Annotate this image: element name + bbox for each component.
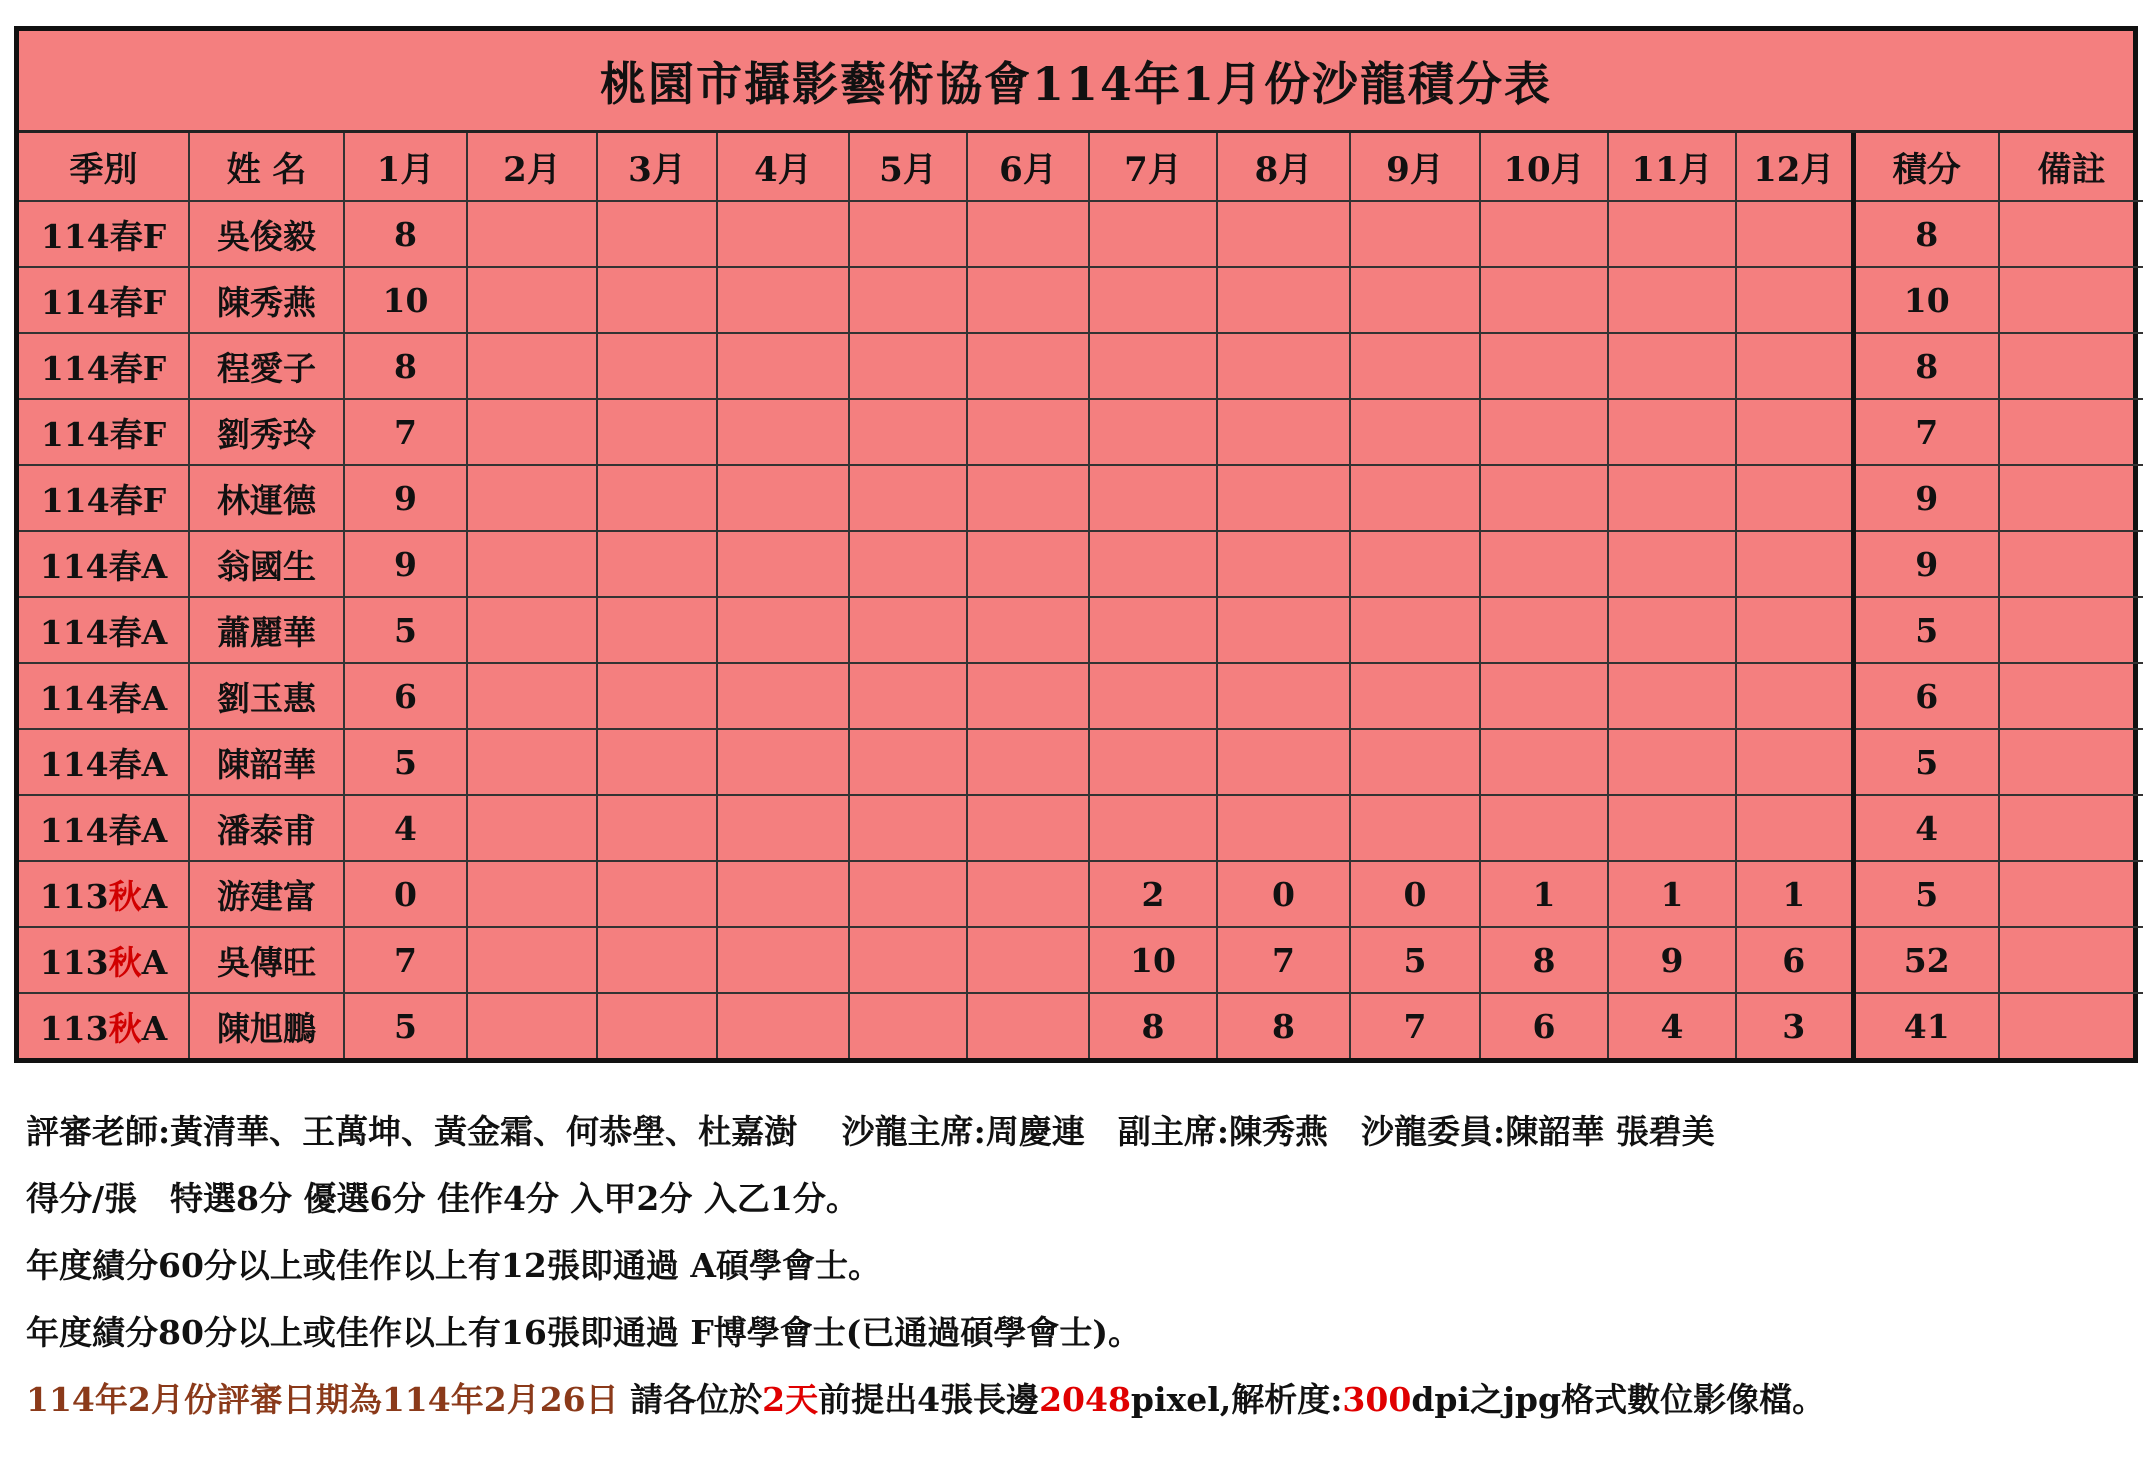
score-month-2 [467,201,597,267]
score-month-5 [849,663,967,729]
season-class: A [141,546,168,586]
score-month-5 [849,597,967,663]
score-month-7 [1089,531,1217,597]
season-class: A [141,612,168,652]
score-month-4 [717,267,849,333]
season-cell [19,333,189,399]
score-month-1: 8 [344,201,467,267]
score-month-1: 5 [344,993,467,1058]
score-month-2 [467,597,597,663]
season-term: 秋 [108,942,142,982]
submission-date: 114年2月份評審日期為114年2月26日 [26,1380,619,1419]
score-month-4 [717,927,849,993]
score-month-8 [1217,201,1350,267]
season-year: 114 [40,216,110,256]
score-month-1: 7 [344,927,467,993]
season-class: A [141,1008,168,1048]
header-season: 季別 [19,133,189,201]
season-term: 春 [109,282,143,322]
score-month-8 [1217,333,1350,399]
score-month-3 [597,861,717,927]
score-month-5 [849,267,967,333]
score-month-9 [1350,663,1480,729]
season-class: A [141,810,168,850]
score-month-1: 10 [344,267,467,333]
total-score-cell: 7 [1853,399,1999,465]
header-month-6: 6月 [967,133,1089,201]
remarks-cell [1999,861,2143,927]
season-cell [19,861,189,927]
member-name-cell: 陳韶華 [189,729,344,795]
score-month-12 [1736,333,1853,399]
score-month-7 [1089,795,1217,861]
score-month-7 [1089,597,1217,663]
score-month-10 [1480,333,1608,399]
score-month-8: 7 [1217,927,1350,993]
score-month-5 [849,333,967,399]
season-year: 114 [39,612,109,652]
score-month-10: 1 [1480,861,1608,927]
score-month-7 [1089,663,1217,729]
score-month-12 [1736,267,1853,333]
season-year: 114 [39,744,109,784]
score-month-8 [1217,267,1350,333]
header-month-2: 2月 [467,133,597,201]
season-class: F [142,348,167,388]
season-year: 113 [39,876,109,916]
season-class: A [141,942,168,982]
score-month-3 [597,729,717,795]
submission-text-2: 前提出4張長邊 [818,1380,1040,1419]
score-month-4 [717,795,849,861]
score-month-2 [467,663,597,729]
score-month-10: 6 [1480,993,1608,1058]
score-month-1: 5 [344,597,467,663]
score-month-3 [597,399,717,465]
score-month-11 [1608,399,1736,465]
score-month-4 [717,399,849,465]
score-month-1: 7 [344,399,467,465]
season-cell [19,201,189,267]
header-month-1: 1月 [344,133,467,201]
member-name-cell: 吳傳旺 [189,927,344,993]
score-month-6 [967,201,1089,267]
season-term: 秋 [108,1008,142,1048]
season-term: 春 [108,744,142,784]
score-month-8 [1217,729,1350,795]
header-month-7: 7月 [1089,133,1217,201]
season-class: F [142,414,167,454]
header-month-11: 11月 [1608,133,1736,201]
sheet-title: 桃園市攝影藝術協會114年1月份沙龍積分表 [19,31,2133,133]
score-month-11: 4 [1608,993,1736,1058]
score-month-1: 6 [344,663,467,729]
remarks-cell [1999,597,2143,663]
score-month-1: 9 [344,531,467,597]
season-cell [19,399,189,465]
remarks-cell [1999,729,2143,795]
table-row [19,597,2143,663]
total-score-cell: 9 [1853,531,1999,597]
table-row [19,531,2143,597]
score-month-3 [597,465,717,531]
score-month-9 [1350,597,1480,663]
score-month-11 [1608,663,1736,729]
season-year: 113 [39,1008,109,1048]
score-month-6 [967,465,1089,531]
remarks-cell [1999,531,2143,597]
score-month-11 [1608,729,1736,795]
score-month-11: 9 [1608,927,1736,993]
season-year: 114 [40,282,110,322]
total-score-cell: 4 [1853,795,1999,861]
season-term: 春 [109,216,143,256]
season-year: 114 [40,480,110,520]
score-month-9 [1350,465,1480,531]
season-year: 114 [39,678,109,718]
table-row [19,201,2143,267]
score-month-12 [1736,531,1853,597]
score-month-8: 0 [1217,861,1350,927]
season-year: 114 [39,546,109,586]
score-month-5 [849,861,967,927]
member-name-cell: 劉秀玲 [189,399,344,465]
score-month-6 [967,663,1089,729]
submission-days: 2天 [762,1380,819,1419]
submission-pixels: 2048 [1039,1380,1131,1419]
score-month-7: 10 [1089,927,1217,993]
score-month-8 [1217,597,1350,663]
season-term: 春 [109,414,143,454]
total-score-cell: 52 [1853,927,1999,993]
score-month-3 [597,333,717,399]
total-score-cell: 8 [1853,201,1999,267]
score-month-3 [597,663,717,729]
score-month-4 [717,993,849,1058]
score-month-9 [1350,531,1480,597]
member-name-cell: 陳旭鵬 [189,993,344,1058]
score-month-5 [849,399,967,465]
member-name-cell: 程愛子 [189,333,344,399]
score-month-8 [1217,663,1350,729]
table-row [19,663,2143,729]
season-cell [19,465,189,531]
score-month-11 [1608,531,1736,597]
header-row [19,133,2143,201]
score-month-7 [1089,267,1217,333]
score-month-11 [1608,597,1736,663]
score-month-8: 8 [1217,993,1350,1058]
score-month-7: 2 [1089,861,1217,927]
score-month-2 [467,531,597,597]
score-month-2 [467,729,597,795]
season-class: F [142,480,167,520]
score-month-6 [967,597,1089,663]
note-submission [26,1366,2126,1433]
table-row [19,927,2143,993]
score-month-5 [849,201,967,267]
score-month-12 [1736,795,1853,861]
score-month-8 [1217,795,1350,861]
score-month-9: 0 [1350,861,1480,927]
score-month-12 [1736,729,1853,795]
header-month-12: 12月 [1736,133,1853,201]
score-month-3 [597,927,717,993]
score-month-8 [1217,399,1350,465]
score-month-10 [1480,267,1608,333]
score-month-3 [597,795,717,861]
submission-text-4: dpi之jpg格式數位影像檔。 [1411,1380,1826,1419]
season-cell [19,993,189,1058]
total-score-cell: 41 [1853,993,1999,1058]
score-month-10: 8 [1480,927,1608,993]
season-cell [19,795,189,861]
score-month-6 [967,861,1089,927]
score-month-7 [1089,465,1217,531]
season-cell [19,663,189,729]
score-month-3 [597,267,717,333]
member-name-cell: 吳俊毅 [189,201,344,267]
header-month-10: 10月 [1480,133,1608,201]
score-month-8 [1217,465,1350,531]
note-scoring: 得分/張 特選8分 優選6分 佳作4分 入甲2分 入乙1分。 [26,1179,859,1218]
score-month-4 [717,465,849,531]
season-cell [19,531,189,597]
table-row [19,993,2143,1058]
score-month-2 [467,465,597,531]
score-month-12: 6 [1736,927,1853,993]
header-month-9: 9月 [1350,133,1480,201]
score-month-2 [467,333,597,399]
score-month-7: 8 [1089,993,1217,1058]
score-month-2 [467,927,597,993]
score-month-1: 9 [344,465,467,531]
score-month-8 [1217,531,1350,597]
score-month-9: 5 [1350,927,1480,993]
season-term: 春 [108,546,142,586]
score-month-12: 3 [1736,993,1853,1058]
total-score-cell: 5 [1853,729,1999,795]
score-month-4 [717,201,849,267]
season-term: 春 [109,480,143,520]
score-month-4 [717,597,849,663]
remarks-cell [1999,663,2143,729]
score-month-10 [1480,201,1608,267]
remarks-cell [1999,399,2143,465]
score-month-5 [849,531,967,597]
note-f-level: 年度績分80分以上或佳作以上有16張即通過 F博學會士(已通過碩學會士)。 [26,1313,1141,1352]
header-month-3: 3月 [597,133,717,201]
member-name-cell: 陳秀燕 [189,267,344,333]
total-score-cell: 5 [1853,597,1999,663]
season-class: A [141,876,168,916]
season-cell [19,597,189,663]
remarks-cell [1999,465,2143,531]
score-month-10 [1480,531,1608,597]
member-name-cell: 劉玉惠 [189,663,344,729]
season-class: A [141,744,168,784]
season-cell [19,729,189,795]
score-month-6 [967,531,1089,597]
score-month-11 [1608,201,1736,267]
total-score-cell: 6 [1853,663,1999,729]
season-year: 113 [39,942,109,982]
score-month-1: 0 [344,861,467,927]
score-month-6 [967,729,1089,795]
score-month-9 [1350,795,1480,861]
score-month-12 [1736,201,1853,267]
score-month-3 [597,993,717,1058]
score-month-9 [1350,399,1480,465]
season-class: A [141,678,168,718]
remarks-cell [1999,927,2143,993]
score-month-10 [1480,729,1608,795]
season-term: 春 [108,678,142,718]
total-score-cell: 8 [1853,333,1999,399]
member-name-cell: 翁國生 [189,531,344,597]
score-month-2 [467,861,597,927]
score-month-4 [717,729,849,795]
header-remarks: 備註 [1999,133,2143,201]
submission-dpi: 300 [1342,1380,1412,1419]
score-month-7 [1089,333,1217,399]
score-month-12 [1736,465,1853,531]
season-term: 春 [108,810,142,850]
score-month-11 [1608,333,1736,399]
score-month-4 [717,531,849,597]
total-score-cell: 5 [1853,861,1999,927]
submission-text-1: 請各位於 [618,1380,763,1419]
table-row [19,399,2143,465]
member-name-cell: 林運德 [189,465,344,531]
header-month-5: 5月 [849,133,967,201]
score-month-2 [467,795,597,861]
score-month-11: 1 [1608,861,1736,927]
season-cell [19,267,189,333]
score-month-2 [467,993,597,1058]
score-month-9 [1350,267,1480,333]
total-score-cell: 10 [1853,267,1999,333]
score-month-9 [1350,729,1480,795]
score-month-11 [1608,465,1736,531]
remarks-cell [1999,267,2143,333]
score-month-10 [1480,795,1608,861]
member-name-cell: 游建富 [189,861,344,927]
score-month-7 [1089,729,1217,795]
score-month-6 [967,927,1089,993]
score-month-2 [467,399,597,465]
score-month-4 [717,663,849,729]
season-term: 春 [109,348,143,388]
score-month-9 [1350,201,1480,267]
score-month-3 [597,597,717,663]
header-month-4: 4月 [717,133,849,201]
score-table [19,133,2143,1058]
table-row [19,333,2143,399]
score-month-1: 8 [344,333,467,399]
score-sheet [14,26,2138,1063]
score-month-10 [1480,399,1608,465]
table-row [19,729,2143,795]
member-name-cell: 蕭麗華 [189,597,344,663]
header-name: 姓 名 [189,133,344,201]
score-month-12 [1736,663,1853,729]
season-term: 春 [108,612,142,652]
remarks-cell [1999,333,2143,399]
member-name-cell: 潘泰甫 [189,795,344,861]
season-class: F [142,216,167,256]
score-month-10 [1480,663,1608,729]
score-month-11 [1608,795,1736,861]
season-year: 114 [40,414,110,454]
score-month-10 [1480,597,1608,663]
score-month-4 [717,861,849,927]
score-month-9 [1350,333,1480,399]
score-month-6 [967,399,1089,465]
score-month-11 [1608,267,1736,333]
score-month-5 [849,729,967,795]
score-month-4 [717,333,849,399]
score-month-1: 5 [344,729,467,795]
remarks-cell [1999,795,2143,861]
remarks-cell [1999,993,2143,1058]
score-month-6 [967,795,1089,861]
score-month-5 [849,927,967,993]
score-month-2 [467,267,597,333]
score-month-12: 1 [1736,861,1853,927]
score-month-6 [967,993,1089,1058]
submission-text-3: pixel,解析度: [1130,1380,1343,1419]
score-month-7 [1089,201,1217,267]
score-month-5 [849,795,967,861]
notes-section [26,1098,2126,1433]
table-row [19,465,2143,531]
season-term: 秋 [108,876,142,916]
score-month-9: 7 [1350,993,1480,1058]
score-month-5 [849,993,967,1058]
score-month-3 [597,201,717,267]
score-month-1: 4 [344,795,467,861]
score-month-6 [967,267,1089,333]
header-month-8: 8月 [1217,133,1350,201]
season-year: 114 [39,810,109,850]
note-a-level: 年度績分60分以上或佳作以上有12張即通過 A碩學會士。 [26,1246,881,1285]
season-year: 114 [40,348,110,388]
remarks-cell [1999,201,2143,267]
table-row [19,861,2143,927]
score-month-12 [1736,399,1853,465]
header-total: 積分 [1853,133,1999,201]
score-month-12 [1736,597,1853,663]
score-month-3 [597,531,717,597]
season-cell [19,927,189,993]
total-score-cell: 9 [1853,465,1999,531]
score-month-7 [1089,399,1217,465]
note-judges: 評審老師:黃清華、王萬坤、黃金霜、何恭壆、杜嘉澍 沙龍主席:周慶連 副主席:陳秀燕 沙龍委員:陳韶華 張碧美 [26,1112,1715,1151]
table-row [19,795,2143,861]
score-month-5 [849,465,967,531]
table-row [19,267,2143,333]
score-month-6 [967,333,1089,399]
score-month-10 [1480,465,1608,531]
season-class: F [142,282,167,322]
